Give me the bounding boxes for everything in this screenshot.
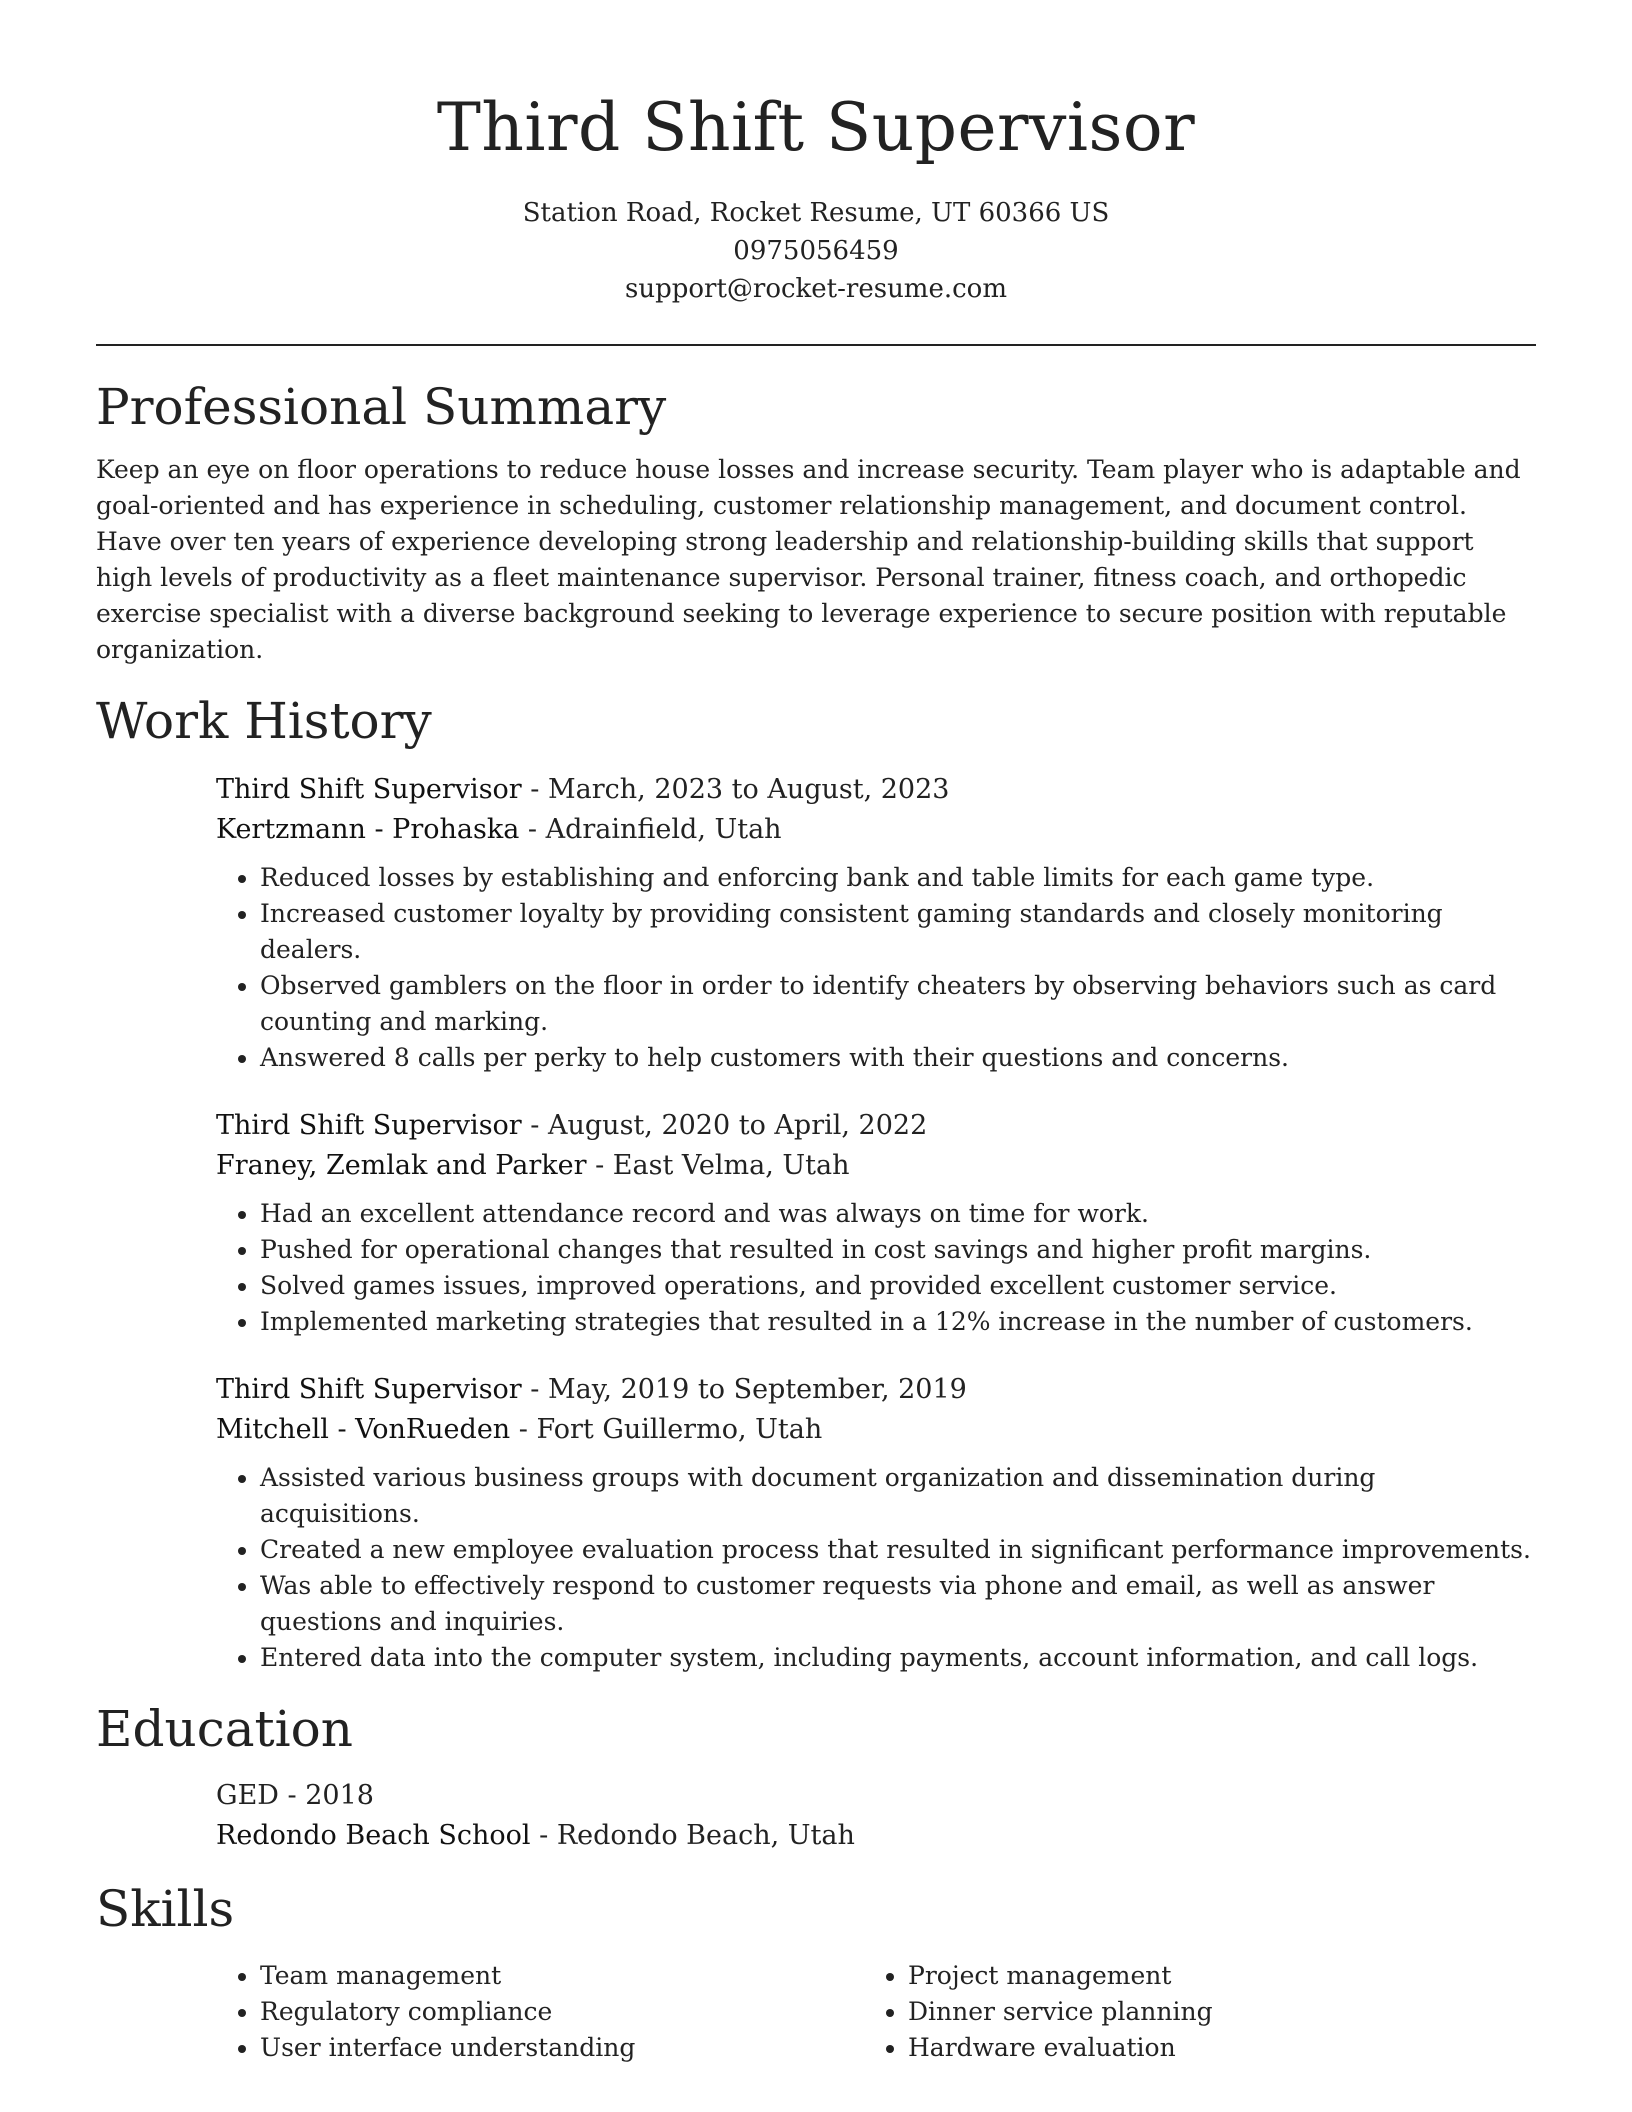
school-location: - Redondo Beach, Utah — [530, 1820, 855, 1851]
degree: GED — [216, 1780, 279, 1811]
skills-column-left — [216, 1958, 864, 2066]
school-name: Redondo Beach School — [216, 1820, 531, 1851]
list-item: • Answered 8 calls per perky to help customers with their questions and concerns. — [260, 1040, 1536, 1076]
list-item: • Assisted various business groups with document organization and dissemination during acquisitions. — [260, 1460, 1536, 1532]
list-item: • Hardware evaluation — [908, 2030, 1512, 2066]
list-item: • Was able to effectively respond to customer requests via phone and email, as well as answer questions and inquiries. — [260, 1568, 1536, 1640]
header-divider — [96, 344, 1536, 346]
job-dates: - March, 2023 to August, 2023 — [521, 774, 950, 805]
work-history-heading: Work History — [96, 692, 432, 750]
work-history-section — [96, 686, 1536, 1676]
job-location: - Fort Guillermo, Utah — [510, 1414, 823, 1445]
job-title-line — [216, 1370, 1536, 1410]
job-entry — [216, 1370, 1536, 1676]
education-section — [96, 1694, 1536, 1856]
list-item: • Solved games issues, improved operations, and provided excellent customer service. — [260, 1268, 1536, 1304]
skills-column-right — [864, 1958, 1512, 2066]
list-item: • Implemented marketing strategies that resulted in a 12% increase in the number of customers. — [260, 1304, 1536, 1340]
job-title-line — [216, 770, 1536, 810]
job-company: Franey, Zemlak and Parker — [216, 1150, 587, 1181]
list-item: • Had an excellent attendance record and was always on time for work. — [260, 1196, 1536, 1232]
list-item: • Created a new employee evaluation process that resulted in significant performance improvements. — [260, 1532, 1536, 1568]
school-line — [216, 1816, 1536, 1856]
summary-heading: Professional Summary — [96, 378, 667, 436]
job-bullets — [216, 1196, 1536, 1340]
education-heading: Education — [96, 1700, 353, 1758]
job-role: Third Shift Supervisor — [216, 774, 522, 805]
list-item: • Observed gamblers on the floor in order to identify cheaters by observing behaviors such as card counting and marking. — [260, 968, 1536, 1040]
skills-heading: Skills — [96, 1880, 235, 1938]
list-item: • Pushed for operational changes that resulted in cost savings and higher profit margins. — [260, 1232, 1536, 1268]
graduation-year: - 2018 — [278, 1780, 374, 1811]
phone: 0975056459 — [733, 236, 899, 266]
job-role: Third Shift Supervisor — [216, 1110, 522, 1141]
job-company-line — [216, 810, 1536, 850]
list-item: • Reduced losses by establishing and enforcing bank and table limits for each game type. — [260, 860, 1536, 896]
email: support@rocket-resume.com — [624, 274, 1007, 304]
list-item: • Dinner service planning — [908, 1994, 1512, 2030]
list-item: • User interface understanding — [260, 2030, 864, 2066]
job-entry — [216, 1106, 1536, 1340]
candidate-name: Third Shift Supervisor — [436, 89, 1196, 166]
job-dates: - May, 2019 to September, 2019 — [521, 1374, 967, 1405]
list-item: • Team management — [260, 1958, 864, 1994]
job-company-line — [216, 1410, 1536, 1450]
summary-text: Keep an eye on floor operations to reduce house losses and increase security. Team player who is adaptable and goal-oriented and has experience in scheduling, customer relationship management, and document control. Have over ten years of experience developing strong leadership and relationship-building skills that support high levels of productivity as a fleet maintenance supervisor. Personal trainer, fitness coach, and orthopedic exercise specialist with a diverse background seeking to leverage experience to secure position with reputable organization. — [96, 455, 1521, 664]
contact-block — [96, 194, 1536, 308]
job-company: Mitchell - VonRueden — [216, 1414, 511, 1445]
address: Station Road, Rocket Resume, UT 60366 US — [522, 198, 1110, 228]
list-item: • Entered data into the computer system, including payments, account information, and call logs. — [260, 1640, 1536, 1676]
education-entry — [216, 1776, 1536, 1856]
job-bullets — [216, 1460, 1536, 1676]
skills-section — [96, 1874, 1536, 2066]
job-bullets — [216, 860, 1536, 1076]
job-entry — [216, 770, 1536, 1076]
job-company: Kertzmann - Prohaska — [216, 814, 520, 845]
list-item: • Regulatory compliance — [260, 1994, 864, 2030]
job-location: - Adrainfield, Utah — [519, 814, 782, 845]
list-item: • Increased customer loyalty by providing consistent gaming standards and closely monitoring dealers. — [260, 896, 1536, 968]
skills-grid — [216, 1958, 1536, 2066]
job-company-line — [216, 1146, 1536, 1186]
degree-line — [216, 1776, 1536, 1816]
job-dates: - August, 2020 to April, 2022 — [521, 1110, 928, 1141]
job-role: Third Shift Supervisor — [216, 1374, 522, 1405]
resume-header — [96, 0, 1536, 308]
job-location: - East Velma, Utah — [586, 1150, 850, 1181]
list-item: • Project management — [908, 1958, 1512, 1994]
job-title-line — [216, 1106, 1536, 1146]
summary-section — [96, 372, 1536, 668]
